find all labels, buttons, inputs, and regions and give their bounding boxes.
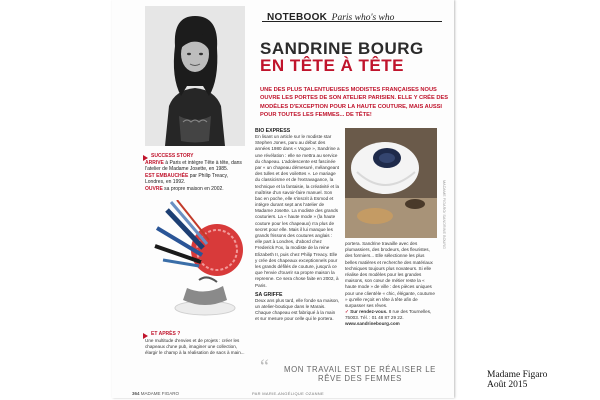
- arrow-icon: [143, 155, 148, 161]
- article-title: SANDRINE BOURG: [260, 39, 424, 58]
- right-column: [345, 241, 437, 328]
- bio-label: BIO EXPRESS: [255, 128, 291, 134]
- pull-quote: MON TRAVAIL EST DE RÉALISER LE RÊVE DES FEMMES: [284, 365, 436, 383]
- success-story-label: SUCCESS STORY: [151, 153, 194, 159]
- image-caption: [487, 370, 547, 390]
- hat-illustration: [345, 128, 437, 238]
- griffe-text: Deux ans plus tard, elle fonde sa maison, un atelier-boutique dans le Marais. Chaque chapeau est fabriqué à la main et sur mesure pour celle qui le portera.: [255, 297, 340, 322]
- story-line: ARRIVE à Paris et intègre Tête à tête, dans l'atelier de Madame Josette, en 1985.: [145, 159, 242, 172]
- story-line: EST EMBAUCHÉE par Philip Treacy, Londres, en 1992.: [145, 172, 228, 185]
- story-line: OUVRE sa propre maison en 2002.: [145, 185, 224, 192]
- hat-photo: [345, 128, 437, 238]
- magazine-name: MADAME FIGARO: [140, 391, 180, 396]
- bio-column: [255, 128, 340, 322]
- et-apres: [145, 331, 245, 356]
- quote-mark-icon: “: [260, 356, 269, 378]
- caption-line-1: Madame Figaro: [487, 370, 548, 380]
- feather-hat-illustration: [147, 200, 247, 330]
- notebook-subtitle: Paris who's who: [331, 13, 395, 23]
- magazine-page: [112, 0, 454, 398]
- portrait-photo: [145, 6, 245, 146]
- caption-line-2: Août 2015: [487, 380, 528, 390]
- right-column-text: portera. Sandrine travaille avec des plumassiers, des brodeurs, des fleuristes, des formiers... Elle sélectionne les plus belles matières et recherche des matériaux techniques toujours plus novateurs. Si elle réalise des modèles pour les grandes maisons, son cœur de métier reste la « haute mode » de ville : des pièces uniques pour une clientèle « chic, élégante, coutume » qu'elle reçoit en tête à tête afin de surpasser ses rêves.: [345, 241, 435, 308]
- article-intro: UNE DES PLUS TALENTUEUSES MODISTES FRANÇAISES NOUS OUVRE LES PORTES DE SON ATELIER PARISIEN. ELLE Y CRÉE DES MODÈLES D'EXCEPTION POUR LA HAUTE COUTURE, MAIS AUSSI POUR TOUTES LES FEMMES... DE TÊTE!: [260, 87, 449, 118]
- et-apres-label: ET APRÈS ?: [151, 331, 181, 337]
- author-credit: PAR MARIE-ANGÉLIQUE OZANNE: [252, 391, 324, 396]
- portrait-illustration: [145, 6, 245, 146]
- page-number: 364: [132, 391, 140, 396]
- footer-page: [132, 391, 179, 396]
- photo-credit: MADAME FIGARO/ SANDRINE BOURG: [442, 180, 446, 249]
- notebook-header: [267, 7, 394, 25]
- article-subtitle: EN TÊTE À TÊTE: [260, 56, 404, 75]
- arrow-icon: ✓: [345, 309, 349, 315]
- bio-text: En lisant un article sur le modiste star Stephen Jones, paru au début des années 1980 dans « Vogue », Sandrine a une révélation : elle se mettra au service du chapeau. L'adolescente est fascinée par « un chapeau démesuré, mélangeant des tulles et des voilettes ». Le mariage du classicisme et de l'extravagance, la technique et la fantaisie, la créativité et la maîtrise d'un savoir-faire manuel. Son bac en poche, elle s'inscrit à Esmod et intègre durant sept ans l'atelier de Madame Josette. La modiste des grands couturiers. La « haute mode » (la haute couture pour les chapeaux) n'a plus de secret pour elle. Mais il lui manque les grands frissons des coutures anglais : elle part à Londres, d'abord chez Frederick Fox, la modiste de la reine Elizabeth II, puis chez Philip Treacy. Elle y crée des chapeaux exceptionnels pour les grands défilés de couture, jusqu'à ce que l'envie d'ouvrir sa propre maison la reprenne. Ce sera chose faite en 2002, à Paris.: [255, 134, 340, 288]
- et-apres-text: Une multitude d'envies et de projets : créer les chapeaux d'une pub, imaginer une collection, élargir le champ à la réalisation de sacs à main...: [145, 337, 245, 355]
- address: ✓ Sur rendez-vous. 8 rue des Tournelles, 75003. Tél. : 01 48 87 29 22.: [345, 309, 432, 321]
- feather-hat-photo: [147, 200, 247, 330]
- griffe-label: SA GRIFFE: [255, 291, 283, 298]
- header-rule: [262, 21, 442, 22]
- notebook-label: NOTEBOOK: [267, 12, 328, 23]
- arrow-icon: [143, 333, 148, 339]
- website-link[interactable]: www.sandrinebourg.com: [345, 321, 400, 327]
- success-story: [145, 153, 245, 192]
